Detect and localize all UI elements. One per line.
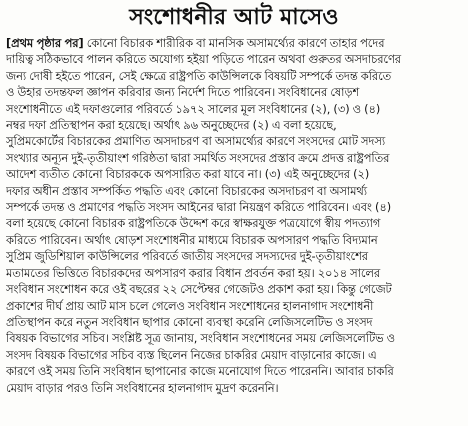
- headline: সংশোধনীর আট মাসেও: [129, 5, 339, 30]
- article-line: সংশোধনীতে এই দফাগুলোর পরিবর্তে ১৯৭২ সালের মূল সংবিধানের (২), (৩) ও (৪): [6, 102, 381, 116]
- article-line: ও উহার তদন্তফল জ্ঞাপন করিবার জন্য নির্দেশ দিতে পারিবেন। সংবিধানের ষোড়শ: [6, 86, 360, 100]
- article-line: মতামতের ভিত্তিতে বিচারকদের অপসারণ করার বিধান প্রবর্তন করা হয়। ২০১৪ সালের: [6, 266, 381, 280]
- article-line: নম্বর দফা প্রতিস্থাপন করা হয়েছে। অর্থাৎ ৯৬ অনুচ্ছেদের (২) এ বলা হয়েছে,: [6, 119, 337, 133]
- article-line-text: কোনো বিচারক শারীরিক বা মানসিক অসামর্থ্যের কারণে তাহার পদের: [83, 37, 385, 50]
- article-line: বলা হয়েছে কোনো বিচারক রাষ্ট্রপতিকে উদ্দেশ করে স্বাক্ষরযুক্ত পত্রযোগে স্বীয় পদত্যাগ: [6, 217, 381, 231]
- article-line: সংবিধান সংশোধন করে ওই বছরের ২২ সেপ্টেম্বর গেজেটও প্রকাশ করা হয়। কিন্তু গেজেট: [6, 283, 392, 297]
- article-line: আদেশ ব্যতীত কোনো বিচারককে অপসারিত করা যাবে না। (৩) এই অনুচ্ছেদের (২): [6, 168, 370, 182]
- article-line: প্রতিস্থাপন করে নতুন সংবিধান ছাপার কোনো ব্যবস্থা করেনি লেজিসলেটিভ ও সংসদ: [6, 315, 373, 329]
- article-line: জন্য দোষী হইতে পারেন, সেই ক্ষেত্রে রাষ্ট্রপতি কাউন্সিলকে বিষয়টি সম্পর্কে তদন্ত করিতে: [6, 69, 392, 83]
- article-body: [6, 36, 462, 397]
- article-line: দফার অধীন প্রস্তাব সম্পর্কিত পদ্ধতি এবং কোনো বিচারকের অসদাচরণ বা অসামর্থ্য: [6, 184, 368, 198]
- article-line: সুপ্রিমকোর্টের বিচারকের প্রমাণিত অসদাচরণ বা অসামর্থ্যের কারণে সংসদের মোট সদস্য: [6, 135, 386, 149]
- article-line: বিষয়ক বিভাগের সচিব। সংশ্লিষ্ট সূত্র জানায়, সংবিধান সংশোধনের সময় লেজিসলেটিভ ও: [6, 332, 395, 346]
- article-line: প্রকাশের দীর্ঘ প্রায় আট মাস চলে গেলেও সংবিধান সংশোধনের হালনাগাদ সংশোধনী: [6, 299, 374, 313]
- continued-from-label: [প্রথম পৃষ্ঠার পর]: [6, 37, 84, 50]
- article-line: সংখ্যার অন্যূন দুই-তৃতীয়াংশ গরিষ্ঠতা দ্বারা সমর্থিত সংসদের প্রস্তাব ক্রমে প্রদত্ত রাষ্ট্রপতির: [6, 151, 390, 165]
- article-line: সম্পর্কে তদন্ত ও প্রমাণের পদ্ধতি সংসদ আইনের দ্বারা নিয়ন্ত্রণ করিতে পারিবেন। এবং (৪): [6, 201, 392, 215]
- article-line: করিতে পারিবেন। অর্থাৎ ষোড়শ সংশোধনীর মাধ্যমে বিচারক অপসারণ পদ্ধতি বিদ্যমান: [6, 233, 378, 247]
- article-line: সুপ্রিম জুডিশিয়াল কাউন্সিলের পরিবর্তে জাতীয় সংসদের সদস্যদের দুই-তৃতীয়াংশের: [6, 250, 368, 264]
- article-line: কারণে ওই সময় তিনি সংবিধান ছাপানোর কাজে মনোযোগ দিতে পারেননি। আবার চাকরি: [6, 365, 394, 379]
- article-line: মেয়াদ বাড়ার পরও তিনি সংবিধানের হালনাগাদ মুদ্রণ করেননি।: [6, 381, 279, 395]
- article-line: [6, 36, 462, 52]
- article-line: দায়িত্ব সঠিকভাবে পালন করিতে অযোগ্য হইয়া পড়িতে পারেন অথবা গুরুতর অসদাচরণের: [6, 53, 402, 67]
- article-line: সংসদ বিষয়ক বিভাগের সচিব ব্যস্ত ছিলেন নিজের চাকরির মেয়াদ বাড়ানোর কাজে। এ: [6, 348, 377, 362]
